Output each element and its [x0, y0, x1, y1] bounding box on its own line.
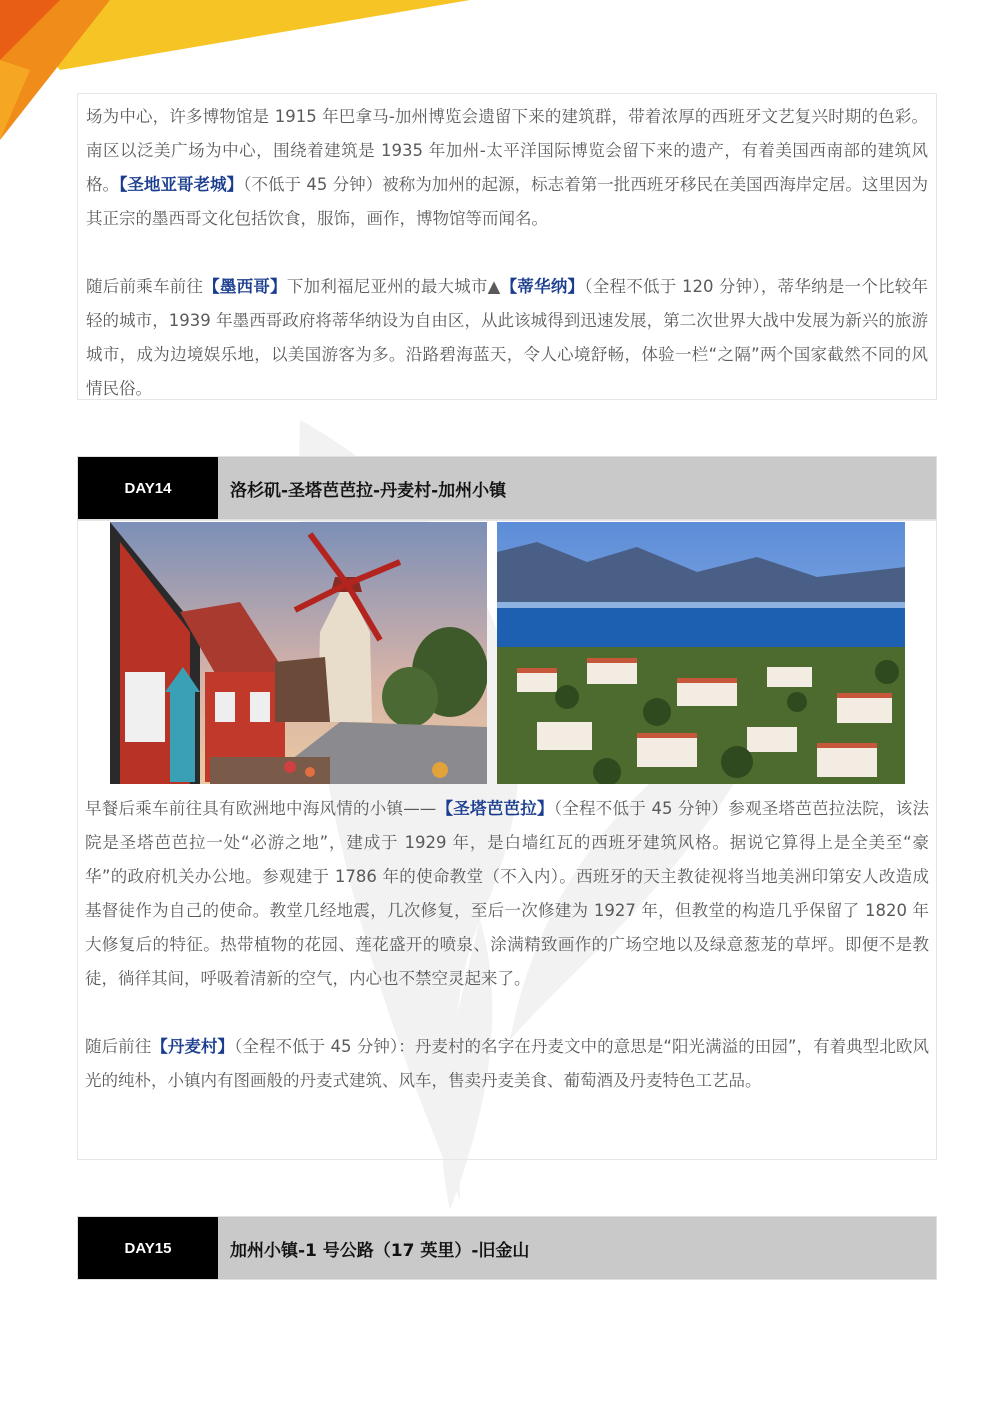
text-segment: （全程不低于 45 分钟）参观圣塔芭芭拉法院，该法院是圣塔芭芭拉一处“必游之地”，建成于 1929 年，是白墙红瓦的西班牙建筑风格。据说它算得上是全美至“豪华”的政府机关办公地。参观建于 1786 年的使命教堂（不入内）。西班牙的天主教徒视将当地美洲印第安人改造成基督徒作为自己的使命。教堂几经地震，几次修复，至后一次修建为 1927 年，但教堂的构造几乎保留了 1820 年大修复后的特征。热带植物的花园、莲花盛开的喷泉、涂满精致画作的广场空地以及绿意葱茏的草坪。即便不是教徒，徜徉其间，呼吸着清新的空气，内心也不禁空灵起来了。 [85, 799, 929, 988]
day14-header [77, 456, 937, 520]
intro-text-box [77, 93, 937, 400]
paragraph-san-diego [78, 94, 936, 236]
text-segment: 随后前往 [85, 1037, 152, 1056]
text-segment: 下加利福尼亚州的最大城市▲ [286, 277, 501, 296]
day15-header [77, 1216, 937, 1280]
place-highlight: 【圣塔芭芭拉】 [436, 799, 554, 818]
text-segment: 场为中心，许多博物馆是 1915 年巴拿马-加州博览会遗留下来的建筑群，带着浓厚的西班牙文艺复兴时期的色彩。南区以泛美广场为中心，围绕着建筑是 1935 年加州-太平洋国际博览会留下来的遗产，有着美国西南部的建筑风格。 [86, 107, 928, 194]
text-segment: （全程不低于 120 分钟），蒂华纳是一个比较年轻的城市，1939 年墨西哥政府将蒂华纳设为自由区，从此该城得到迅速发展，第二次世界大战中发展为新兴的旅游城市，成为边境娱乐地，以美国游客为多。沿路碧海蓝天，令人心境舒畅，体验一栏“之隔”两个国家截然不同的风情民俗。 [86, 277, 929, 398]
day14-title: 洛杉矶-圣塔芭芭拉-丹麦村-加州小镇 [230, 480, 507, 501]
place-highlight: 【墨西哥】 [203, 277, 287, 296]
text-segment: （全程不低于 45 分钟）：丹麦村的名字在丹麦文中的意思是“阳光满溢的田园”，有着典型北欧风光的纯朴，小镇内有图画般的丹麦式建筑、风车，售卖丹麦美食、葡萄酒及丹麦特色工艺品。 [85, 1037, 929, 1090]
place-highlight: 【丹麦村】 [151, 1037, 235, 1056]
paragraph-tijuana [78, 270, 936, 406]
day14-text [77, 792, 937, 1098]
paragraph-santa-barbara [77, 792, 937, 996]
day15-label: DAY15 [78, 1217, 218, 1279]
day15-title: 加州小镇-1 号公路（17 英里）-旧金山 [230, 1240, 530, 1261]
solvang-windmill-photo [110, 522, 487, 784]
place-highlight: 【圣地亚哥老城】 [119, 175, 244, 194]
place-highlight: 【蒂华纳】 [500, 277, 585, 296]
text-segment: 随后前乘车前往 [86, 277, 204, 296]
text-segment: （不低于 45 分钟）被称为加州的起源，标志着第一批西班牙移民在美国西海岸定居。这里因为其正宗的墨西哥文化包括饮食，服饰，画作，博物馆等而闻名。 [86, 175, 929, 228]
santa-barbara-coast-photo [497, 522, 905, 784]
day14-label: DAY14 [78, 457, 218, 519]
paragraph-solvang [77, 1030, 937, 1098]
text-segment: 早餐后乘车前往具有欧洲地中海风情的小镇—— [85, 799, 437, 818]
